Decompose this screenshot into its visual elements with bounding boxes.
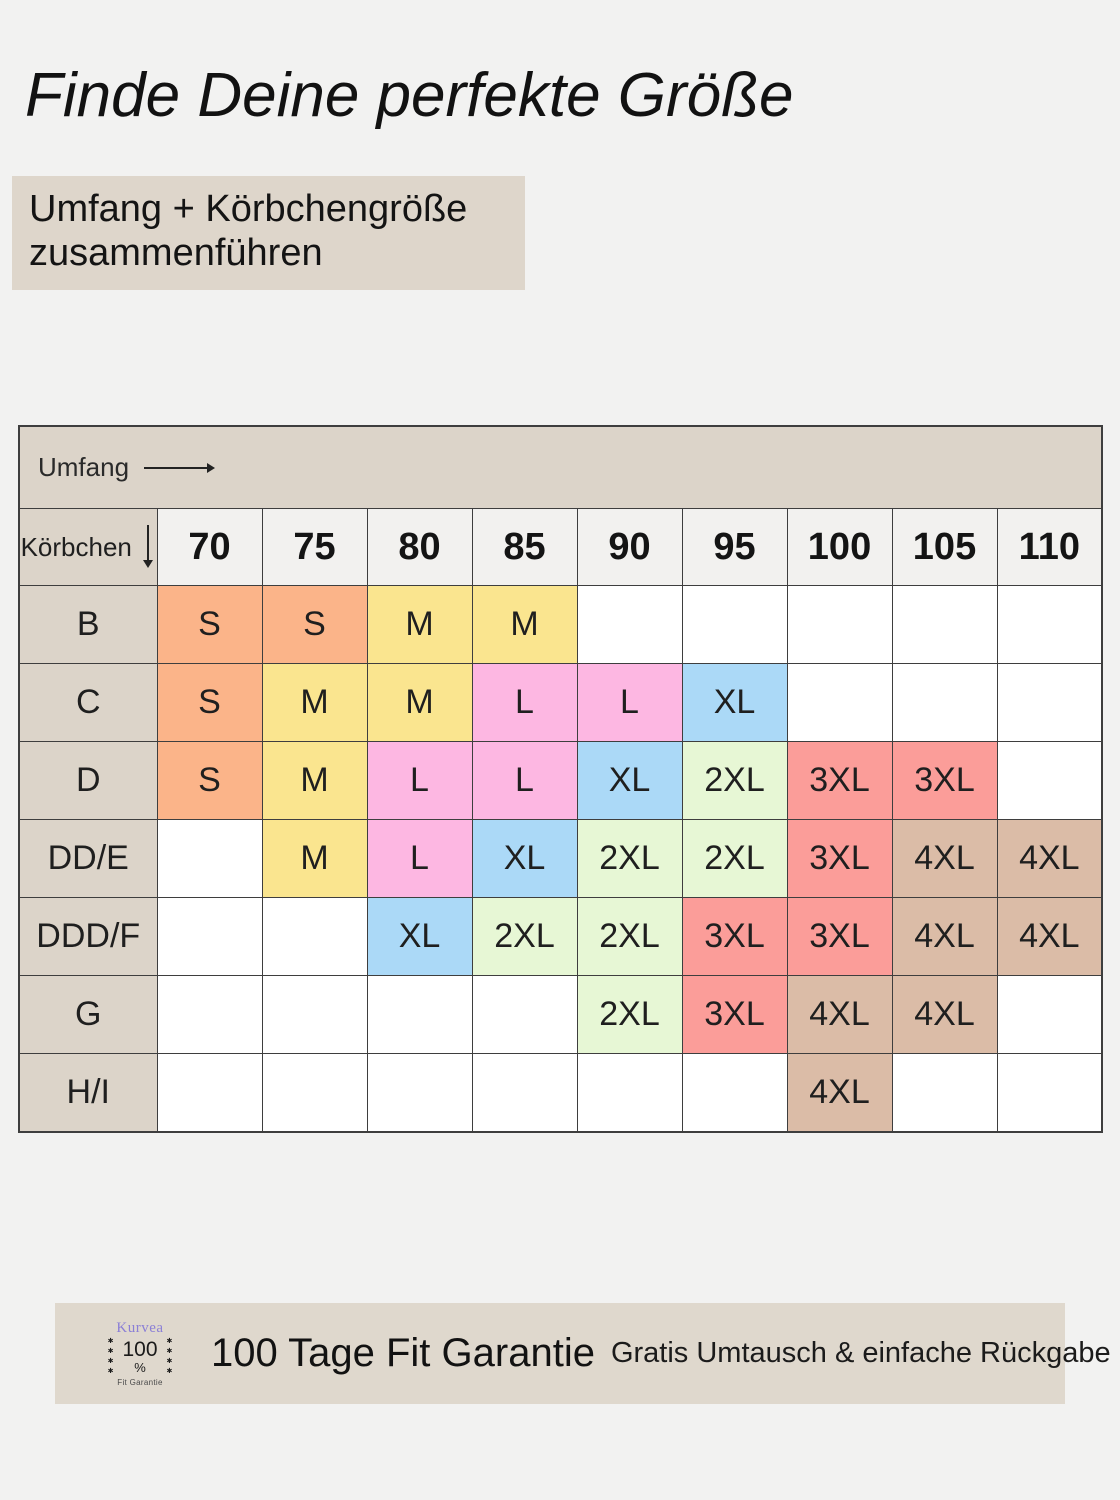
size-cell-H/I-105: [892, 1054, 997, 1132]
size-cell-D-100: 3XL: [787, 742, 892, 820]
size-cell-DDD/F-110: 4XL: [997, 898, 1102, 976]
size-cell-DDD/F-70: [157, 898, 262, 976]
size-cell-D-75: M: [262, 742, 367, 820]
guarantee-headline: 100 Tage Fit Garantie: [211, 1331, 595, 1375]
col-header-80: 80: [367, 509, 472, 586]
guarantee-subtext: Gratis Umtausch & einfache Rückgabe: [610, 1337, 1111, 1369]
laurel-right-icon: ✱ ✱ ✱ ✱: [166, 1337, 173, 1375]
table-row: [19, 976, 1102, 1054]
size-cell-G-85: [472, 976, 577, 1054]
size-cell-DDD/F-90: 2XL: [577, 898, 682, 976]
size-cell-G-70: [157, 976, 262, 1054]
umfang-axis-row: [19, 426, 1102, 509]
row-label-D: D: [19, 742, 157, 820]
size-cell-B-100: [787, 586, 892, 664]
size-cell-DD/E-70: [157, 820, 262, 898]
subtitle-line-1: Umfang + Körbchengröße: [29, 188, 468, 230]
col-header-100: 100: [787, 509, 892, 586]
size-cell-D-105: 3XL: [892, 742, 997, 820]
size-cell-H/I-80: [367, 1054, 472, 1132]
size-cell-C-75: M: [262, 664, 367, 742]
size-cell-DDD/F-80: XL: [367, 898, 472, 976]
size-cell-B-75: S: [262, 586, 367, 664]
table-row: [19, 820, 1102, 898]
row-label-H/I: H/I: [19, 1054, 157, 1132]
laurel-left-icon: ✱ ✱ ✱ ✱: [107, 1337, 114, 1375]
col-header-110: 110: [997, 509, 1102, 586]
size-cell-C-85: L: [472, 664, 577, 742]
size-cell-D-110: [997, 742, 1102, 820]
size-cell-B-80: M: [367, 586, 472, 664]
size-cell-H/I-85: [472, 1054, 577, 1132]
size-cell-DDD/F-95: 3XL: [682, 898, 787, 976]
col-header-105: 105: [892, 509, 997, 586]
col-header-85: 85: [472, 509, 577, 586]
size-cell-D-95: 2XL: [682, 742, 787, 820]
size-cell-DDD/F-75: [262, 898, 367, 976]
badge-percent: %: [134, 1359, 146, 1375]
size-cell-DD/E-100: 3XL: [787, 820, 892, 898]
size-cell-C-90: L: [577, 664, 682, 742]
badge-value: 100: [122, 1337, 158, 1361]
koerbchen-axis-cell: [19, 509, 157, 586]
size-cell-G-80: [367, 976, 472, 1054]
umfang-axis-label: Umfang: [38, 452, 130, 482]
size-cell-DDD/F-100: 3XL: [787, 898, 892, 976]
size-cell-C-110: [997, 664, 1102, 742]
size-cell-C-95: XL: [682, 664, 787, 742]
down-arrow-icon: [140, 524, 156, 570]
size-cell-D-90: XL: [577, 742, 682, 820]
col-header-90: 90: [577, 509, 682, 586]
size-cell-G-75: [262, 976, 367, 1054]
size-cell-DD/E-80: L: [367, 820, 472, 898]
size-cell-B-95: [682, 586, 787, 664]
size-cell-DDD/F-105: 4XL: [892, 898, 997, 976]
row-label-DDD/F: DDD/F: [19, 898, 157, 976]
size-table: [18, 425, 1103, 1133]
brand-logo-text: Kurvea: [116, 1320, 164, 1337]
size-cell-H/I-95: [682, 1054, 787, 1132]
subtitle-banner: [12, 176, 525, 290]
table-row: [19, 586, 1102, 664]
col-header-95: 95: [682, 509, 787, 586]
size-cell-H/I-70: [157, 1054, 262, 1132]
umfang-axis-cell: [19, 426, 1102, 509]
size-cell-DD/E-75: M: [262, 820, 367, 898]
size-cell-DDD/F-85: 2XL: [472, 898, 577, 976]
size-cell-DD/E-90: 2XL: [577, 820, 682, 898]
size-cell-C-105: [892, 664, 997, 742]
size-cell-DD/E-105: 4XL: [892, 820, 997, 898]
size-cell-D-80: L: [367, 742, 472, 820]
row-label-G: G: [19, 976, 157, 1054]
table-row: [19, 1054, 1102, 1132]
size-cell-G-110: [997, 976, 1102, 1054]
size-cell-H/I-90: [577, 1054, 682, 1132]
size-cell-D-70: S: [157, 742, 262, 820]
size-cell-DD/E-110: 4XL: [997, 820, 1102, 898]
size-cell-B-105: [892, 586, 997, 664]
column-header-row: [19, 509, 1102, 586]
right-arrow-icon: [143, 460, 217, 476]
subtitle-line-2: zusammenführen: [29, 232, 323, 275]
size-cell-C-80: M: [367, 664, 472, 742]
size-cell-H/I-110: [997, 1054, 1102, 1132]
size-cell-B-70: S: [157, 586, 262, 664]
size-cell-C-70: S: [157, 664, 262, 742]
size-cell-B-110: [997, 586, 1102, 664]
size-cell-DD/E-95: 2XL: [682, 820, 787, 898]
row-label-C: C: [19, 664, 157, 742]
page-title: Finde Deine perfekte Größe: [25, 61, 794, 130]
size-cell-C-100: [787, 664, 892, 742]
size-cell-H/I-75: [262, 1054, 367, 1132]
col-header-70: 70: [157, 509, 262, 586]
table-row: [19, 742, 1102, 820]
size-cell-G-90: 2XL: [577, 976, 682, 1054]
size-cell-G-95: 3XL: [682, 976, 787, 1054]
row-label-B: B: [19, 586, 157, 664]
size-cell-D-85: L: [472, 742, 577, 820]
size-cell-G-100: 4XL: [787, 976, 892, 1054]
size-cell-B-90: [577, 586, 682, 664]
guarantee-banner: [55, 1303, 1111, 1404]
fit-guarantee-badge: [81, 1320, 199, 1387]
row-label-DD/E: DD/E: [19, 820, 157, 898]
koerbchen-axis-label: Körbchen: [20, 531, 132, 562]
table-row: [19, 664, 1102, 742]
size-cell-B-85: M: [472, 586, 577, 664]
size-cell-DD/E-85: XL: [472, 820, 577, 898]
badge-caption: Fit Garantie: [117, 1377, 163, 1387]
col-header-75: 75: [262, 509, 367, 586]
size-cell-H/I-100: 4XL: [787, 1054, 892, 1132]
table-row: [19, 898, 1102, 976]
size-cell-G-105: 4XL: [892, 976, 997, 1054]
